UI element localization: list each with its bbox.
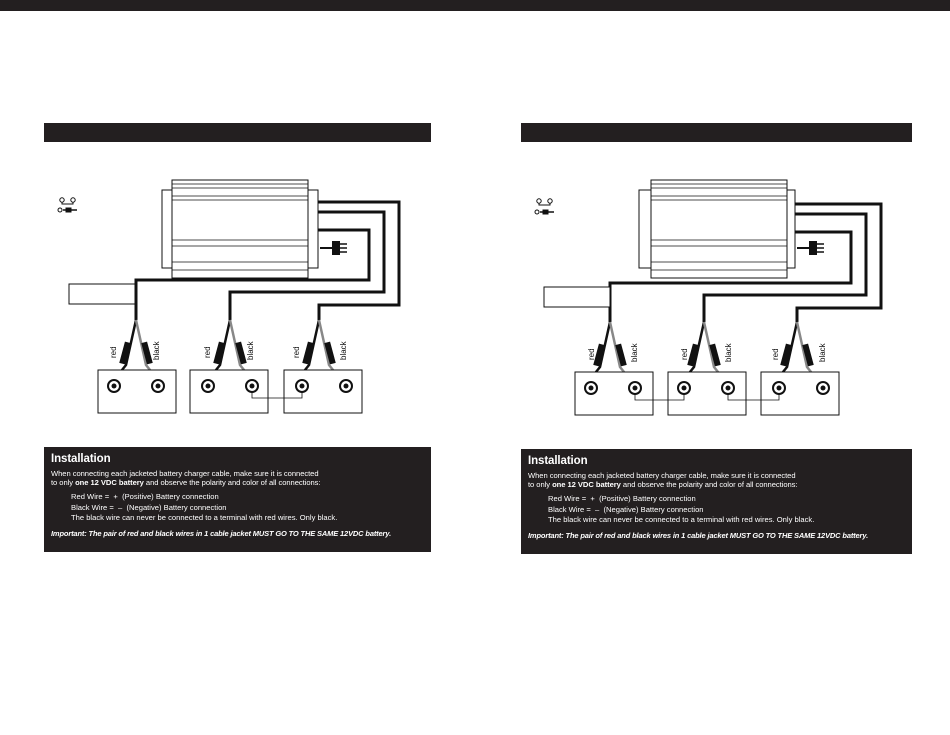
wire-label-black: black [724,343,733,362]
battery-icon [98,370,176,413]
wiring-diagram [44,150,444,440]
intro-line-2 [51,478,421,487]
wire-label-black: black [339,341,348,360]
wire-list [528,493,902,525]
wire-label-black: black [152,341,161,360]
installation-title: Installation [528,455,588,467]
intro-line-2 [528,480,902,489]
wire-label-red: red [203,346,212,358]
important-note: Important: The pair of red and black wires in 1 cable jacket MUST GO TO THE SAME 12VDC battery. [51,529,392,539]
installation-title: Installation [51,453,111,465]
wire-label-red: red [680,348,689,360]
battery-icon [284,370,362,413]
intro-line-1: When connecting each jacketed battery charger cable, make sure it is connected [528,471,796,480]
charger-unit-icon [162,180,318,278]
indicator-lamp-icon [535,199,554,214]
installation-intro [528,471,902,489]
intro-line-2-post: and observe the polarity and color of all connections: [145,478,321,488]
battery-icon [668,372,746,415]
intro-line-2-bold: one 12 VDC battery [75,478,144,488]
important-note: Important: The pair of red and black wires in 1 cable jacket MUST GO TO THE SAME 12VDC battery. [528,531,869,541]
wire-label-red: red [771,348,780,360]
wire-label-black: black [246,341,255,360]
intro-line-2-pre: to only [51,478,74,488]
installation-intro [51,469,421,487]
section-header-bar [44,123,431,142]
wiring-diagram [521,150,921,440]
installation-box [521,449,912,554]
ac-plug-icon [797,241,824,255]
intro-line-2-pre: to only [528,480,551,490]
wire-label-black: black [818,343,827,362]
left-page [44,0,444,600]
intro-line-2-post: and observe the polarity and color of all connections: [622,480,798,490]
wire-label-red: red [587,348,596,360]
right-page [521,0,921,600]
wire-label-red: red [292,346,301,358]
indicator-lamp-icon [58,198,77,212]
battery-icon [761,372,839,415]
black-wire-rule: Black Wire = – (Negative) Battery connection [548,505,704,515]
black-wire-note: The black wire can never be connected to a terminal with red wires. Only black. [548,515,815,525]
ac-plug-icon [320,241,347,255]
wire-label-red: red [109,346,118,358]
intro-line-1: When connecting each jacketed battery charger cable, make sure it is connected [51,469,319,478]
red-wire-rule: Red Wire = + (Positive) Battery connection [71,492,219,502]
red-wire-rule: Red Wire = + (Positive) Battery connection [548,494,696,504]
label-box [544,287,610,307]
section-header-bar [521,123,912,142]
wire-label-black: black [630,343,639,362]
black-wire-rule: Black Wire = – (Negative) Battery connection [71,503,227,513]
battery-icon [190,370,268,413]
charger-unit-icon [639,180,795,278]
intro-line-2-bold: one 12 VDC battery [552,480,621,490]
wire-list [51,491,421,523]
installation-box [44,447,431,552]
black-wire-note: The black wire can never be connected to a terminal with red wires. Only black. [71,513,338,523]
label-box [69,284,135,304]
battery-icon [575,372,653,415]
